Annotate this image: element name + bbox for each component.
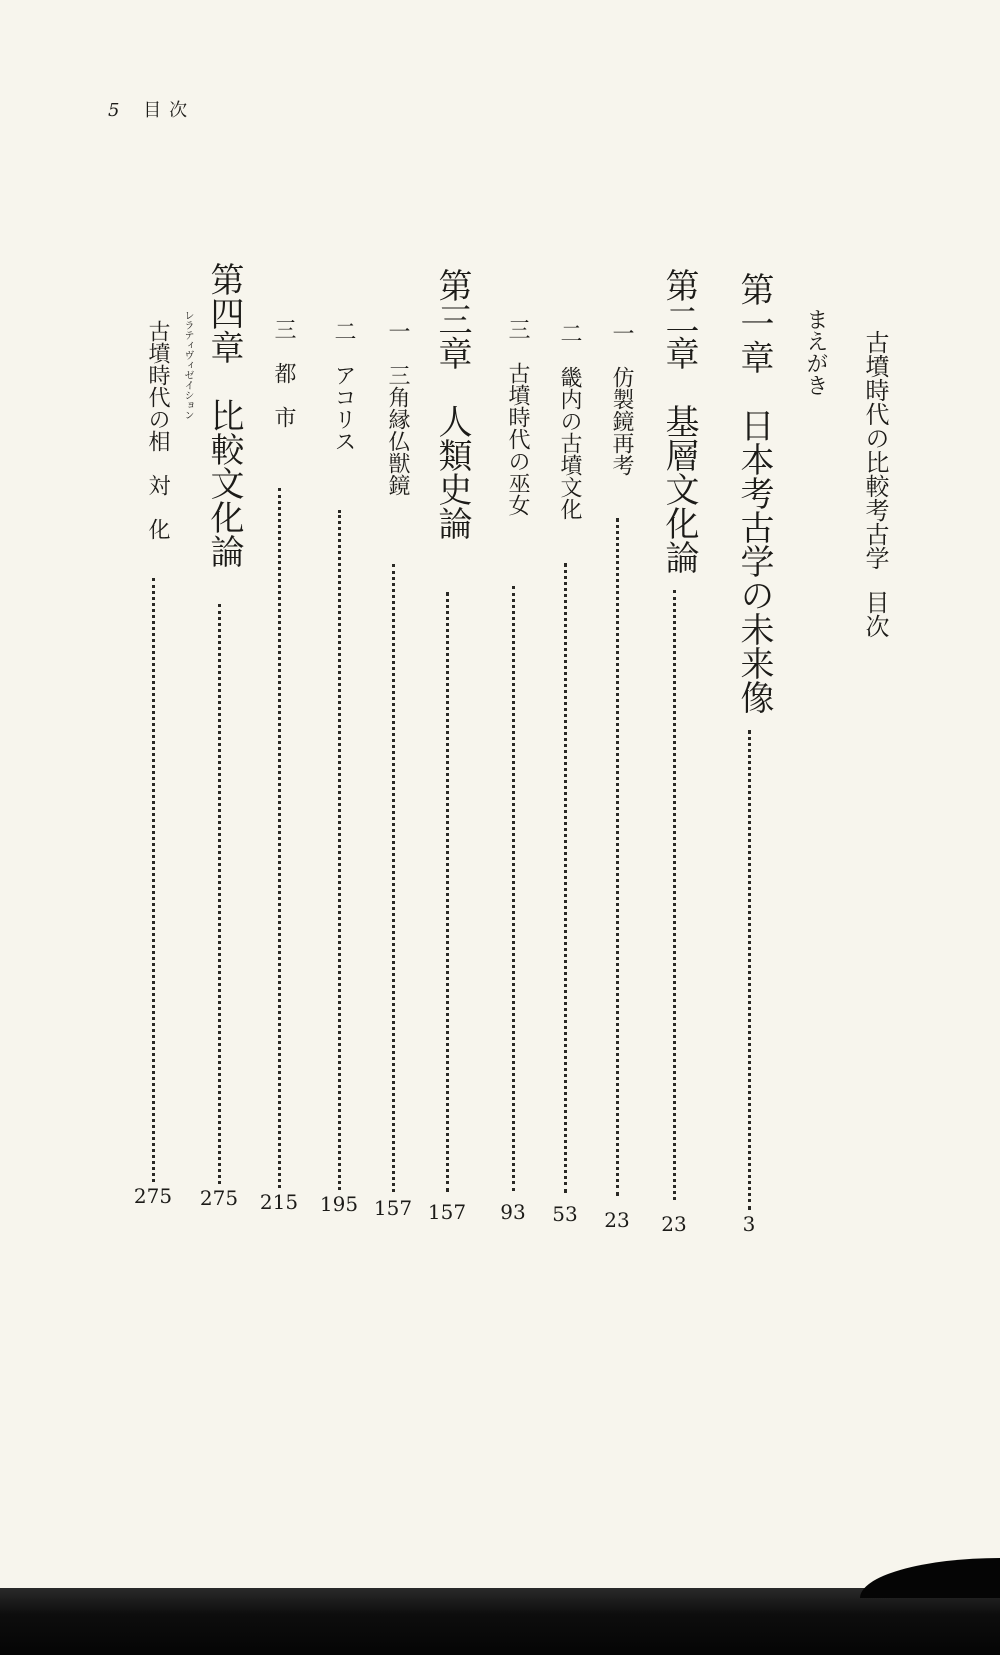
toc-entry-text: 第四章 比較文化論 [204,262,244,568]
toc-page-number: 23 [661,1212,687,1236]
toc-entry-text: 三 古墳時代の巫女 [505,318,530,516]
toc-page-number: 53 [552,1202,578,1226]
leader-dots [392,564,395,1192]
toc-page-number: 157 [373,1196,413,1220]
leader-dots [218,604,221,1184]
toc-entry-text [142,310,193,540]
ruby-base [142,310,193,540]
toc-entry-text: 二 アコリス [331,320,356,452]
running-header [108,96,195,122]
toc-entry-text: 第三章 人類史論 [432,268,472,540]
running-header-label: 目次 [143,100,196,121]
leader-dots [278,488,281,1188]
book-title-main: 古墳時代の比較考古学 [861,330,889,570]
leader-dots [152,578,155,1182]
leader-dots [512,586,515,1191]
toc-entry-text: 三 都 市 [271,318,296,428]
toc-entry-text-base: 古墳時代の相 対 化 [145,320,170,540]
toc-page-number: 215 [259,1190,299,1214]
toc-page-number: 23 [604,1208,630,1232]
toc-entry-text: 一 三角縁仏獣鏡 [385,320,410,496]
toc-page-number: 275 [199,1186,239,1210]
toc-page-number: 157 [427,1200,467,1224]
leader-dots [338,510,341,1190]
toc-page-number: 195 [319,1192,359,1216]
page-number: 5 [108,100,120,121]
toc-entry-text: 第一章 日本考古学の未来像 [734,272,774,714]
leader-dots [446,592,449,1192]
scan-edge-shadow [0,1588,1000,1655]
book-title [858,330,893,638]
toc-entry-text: 第二章 基層文化論 [659,268,699,574]
leader-dots [616,518,619,1196]
toc-page-number: 93 [500,1200,526,1224]
toc-page-number: 3 [742,1212,756,1236]
toc-page-number: 275 [133,1184,173,1208]
ruby-annotation: レラティヴィゼイション [182,310,193,420]
preface-entry[interactable]: まえがき [803,308,828,396]
book-title-sub: 目次 [861,590,889,638]
leader-dots [673,590,676,1200]
page-curl-shadow [860,1558,1000,1598]
toc-entry-text: 一 仿製鏡再考 [609,322,634,476]
leader-dots [748,730,751,1210]
leader-dots [564,563,567,1193]
toc-entry-text: 二 畿内の古墳文化 [557,322,582,520]
